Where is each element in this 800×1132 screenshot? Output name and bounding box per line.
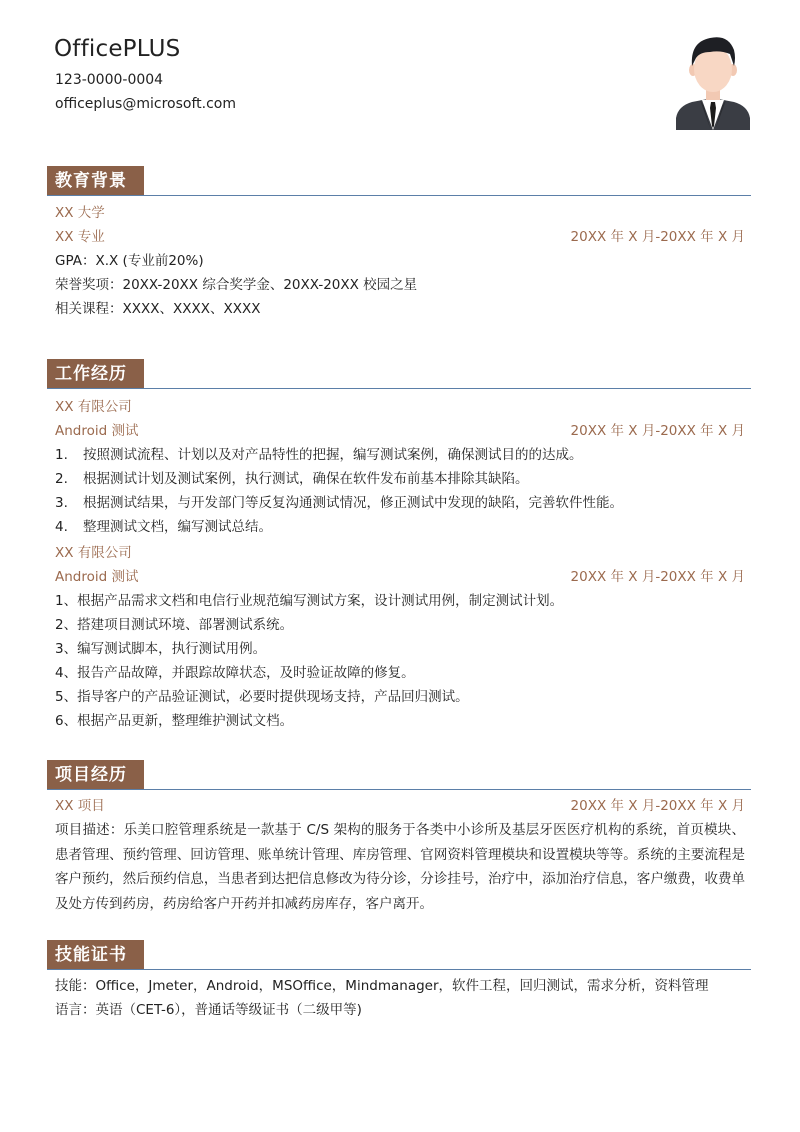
education-section [47, 166, 751, 321]
major-name: XX 专业 [55, 229, 105, 245]
avatar [676, 32, 750, 130]
job-date: 20XX 年 X 月-20XX 年 X 月 [570, 423, 745, 439]
list-item: 6、根据产品更新，整理维护测试文档。 [55, 713, 294, 729]
company-name: XX 有限公司 [55, 545, 132, 561]
major-row [47, 225, 751, 249]
skills-section [47, 940, 751, 1022]
email-address: officeplus@microsoft.com [55, 96, 236, 112]
job-role-row [47, 419, 751, 443]
job-role-row [47, 565, 751, 589]
project-name: XX 项目 [55, 798, 105, 814]
section-title-work: 工作经历 [47, 359, 144, 389]
work-section [47, 359, 751, 733]
section-title-skills: 技能证书 [47, 940, 144, 970]
list-item: 4、报告产品故障，并跟踪故障状态，及时验证故障的修复。 [55, 665, 415, 681]
gpa-line: GPA：X.X (专业前20%) [55, 253, 204, 269]
job-date: 20XX 年 X 月-20XX 年 X 月 [570, 569, 745, 585]
list-item: 4. 整理测试文档，编写测试总结。 [55, 519, 272, 535]
skills-line: 技能：Office，Jmeter，Android，MSOffice，Mindmanager，软件工程，回归测试，需求分析，资料管理 [55, 978, 709, 994]
languages-line: 语言：英语（CET-6），普通话等级证书（二级甲等) [55, 1002, 362, 1018]
section-divider [47, 195, 751, 196]
section-title-project: 项目经历 [47, 760, 144, 790]
company-name: XX 有限公司 [55, 399, 132, 415]
project-row [47, 794, 751, 818]
courses-line: 相关课程：XXXX、XXXX、XXXX [55, 301, 261, 317]
school-name: XX 大学 [55, 205, 105, 221]
list-item: 3. 根据测试结果，与开发部门等反复沟通测试情况，修正测试中发现的缺陷，完善软件性能。 [55, 495, 623, 511]
list-item: 5、指导客户的产品验证测试，必要时提供现场支持，产品回归测试。 [55, 689, 469, 705]
section-title-education: 教育背景 [47, 166, 144, 196]
phone-number: 123-0000-0004 [55, 72, 164, 88]
section-divider [47, 789, 751, 790]
honors-line: 荣誉奖项：20XX-20XX 综合奖学金、20XX-20XX 校园之星 [55, 277, 418, 293]
project-date: 20XX 年 X 月-20XX 年 X 月 [570, 798, 745, 814]
section-divider [47, 969, 751, 970]
education-date: 20XX 年 X 月-20XX 年 X 月 [570, 229, 745, 245]
project-section [47, 760, 751, 916]
section-divider [47, 388, 751, 389]
list-item: 2. 根据测试计划及测试案例，执行测试，确保在软件发布前基本排除其缺陷。 [55, 471, 529, 487]
list-item: 2、搭建项目测试环境、部署测试系统。 [55, 617, 294, 633]
project-description: 项目描述：乐美口腔管理系统是一款基于 C/S 架构的服务于各类中小诊所及基层牙医医疗机构的系统，首页模块、患者管理、预约管理、回访管理、账单统计管理、库房管理、官网资料管理模块和设置模块等等。系统的主要流程是客户预约，然后预约信息，当患者到达把信息修改为待分诊，分诊挂号，治疗中，添加治疗信息，客户缴费，收费单及处方传到药房，药房给客户开药并扣减药房库存，客户离开。 [55, 822, 745, 912]
job-role: Android 测试 [55, 569, 139, 585]
resume-name: OfficePLUS [54, 36, 181, 62]
job-role: Android 测试 [55, 423, 139, 439]
list-item: 1、根据产品需求文档和电信行业规范编写测试方案，设计测试用例，制定测试计划。 [55, 593, 564, 609]
list-item: 1. 按照测试流程、计划以及对产品特性的把握，编写测试案例，确保测试目的的达成。 [55, 447, 583, 463]
list-item: 3、编写测试脚本，执行测试用例。 [55, 641, 267, 657]
